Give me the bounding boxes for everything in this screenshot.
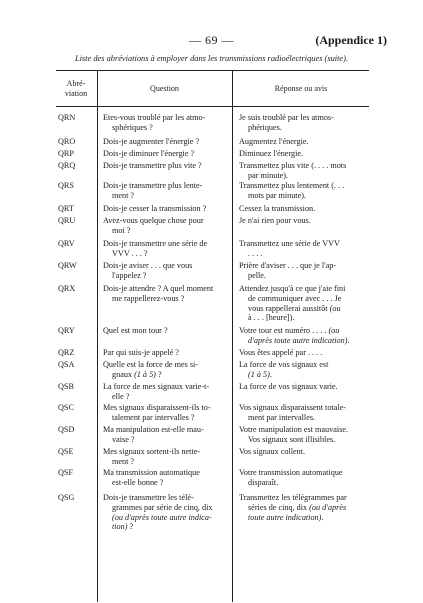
reply-text-line: Transmettez plus lentement (. . . — [239, 181, 345, 190]
reply-cell — [239, 161, 367, 181]
abbreviation-code: QSD — [58, 425, 75, 434]
question-cell — [103, 326, 229, 336]
question-text-line: grammes par série de cinq, dix — [112, 502, 213, 512]
question-cell — [103, 447, 229, 467]
reply-text-line: Transmettez plus vite (. . . . mots — [239, 161, 347, 170]
reply-cell — [239, 149, 367, 159]
reply-cell — [239, 447, 367, 457]
header-reply: Réponse ou avis — [274, 83, 328, 93]
table-caption: Liste des abréviations à employer dans les transmissions radioélectriques (suite). — [74, 54, 349, 63]
appendix-label: (Appendice 1) — [315, 33, 387, 47]
abbreviation-code: QSA — [58, 360, 75, 369]
abbreviation-code: QRZ — [58, 348, 75, 357]
abbreviation-code: QRY — [58, 326, 75, 335]
header-abbreviation — [56, 71, 96, 106]
question-text-line: tion) ? — [112, 522, 134, 532]
question-text-line: Etes-vous troublé par les atmo- — [103, 113, 206, 122]
question-cell — [103, 149, 229, 159]
reply-text-line: (1 à 5). — [248, 369, 272, 379]
reply-cell — [239, 382, 367, 392]
abbreviation-code: QRS — [58, 181, 74, 190]
question-text-line: Dois-je transmettre une série de — [103, 239, 208, 248]
abbreviation-code: QRP — [58, 149, 74, 158]
abbreviation-code: QSE — [58, 447, 74, 456]
reply-text-line: Diminuez l'énergie. — [239, 149, 304, 158]
abbreviation-code: QRV — [58, 239, 75, 248]
reply-cell — [239, 261, 367, 281]
reply-text-line: Augmentez l'énergie. — [239, 137, 309, 146]
question-text-line: elle ? — [112, 391, 130, 401]
abbreviation-code: QRU — [58, 216, 76, 225]
reply-text-line: Cessez la transmission. — [239, 204, 316, 213]
question-text-line: Ma transmission automatique — [103, 468, 200, 477]
abbreviation-code: QRT — [58, 204, 74, 213]
question-text-line: gnaux (1 à 5) ? — [112, 369, 162, 379]
reply-text-line: ment par intervalles. — [248, 412, 316, 422]
reply-text-line: pelle. — [248, 270, 266, 280]
reply-cell — [239, 425, 367, 445]
question-text-line: Avez-vous quelque chose pour — [103, 216, 204, 225]
reply-cell — [239, 216, 367, 226]
question-text-line: Dois-je cesser la transmission ? — [103, 204, 207, 213]
question-cell — [103, 360, 229, 380]
reply-text-line: à . . . [heure]). — [248, 313, 295, 323]
question-text-line: Dois-je augmenter l'énergie ? — [103, 137, 200, 146]
question-text-line: Dois-je attendre ? A quel moment — [103, 284, 214, 293]
reply-text-line: vous rappellerai aussitôt (ou — [248, 303, 341, 313]
question-text-line: moi ? — [112, 225, 131, 235]
abbreviation-code: QSB — [58, 382, 74, 391]
abbreviations-table — [56, 70, 369, 603]
question-cell — [103, 113, 229, 133]
question-cell — [103, 284, 229, 304]
question-cell — [103, 468, 229, 488]
reply-text-line: d'après toute autre indication). — [248, 335, 350, 345]
question-cell — [103, 261, 229, 281]
question-cell — [103, 493, 229, 532]
question-text-line: Dois-je transmettre plus lente- — [103, 181, 203, 190]
question-text-line: vaise ? — [112, 434, 135, 444]
reply-text-line: Prière d'aviser . . . que je l'ap- — [239, 261, 337, 270]
reply-text-line: Vous êtes appelé par . . . . — [239, 348, 323, 357]
question-cell — [103, 161, 229, 171]
question-text-line: La force de mes signaux varie-t- — [103, 382, 210, 391]
abbreviation-code: QRO — [58, 137, 76, 146]
reply-cell — [239, 284, 367, 323]
reply-text-line: Votre manipulation est mauvaise. — [239, 425, 348, 434]
question-text-line: Mes signaux disparaissent-ils to- — [103, 403, 211, 412]
question-cell — [103, 239, 229, 259]
question-cell — [103, 382, 229, 402]
reply-text-line: . . . . — [248, 248, 263, 258]
question-text-line: Quel est mon tour ? — [103, 326, 168, 335]
question-cell — [103, 425, 229, 445]
question-text-line: Ma manipulation est-elle mau- — [103, 425, 204, 434]
reply-text-line: Je n'ai rien pour vous. — [239, 216, 311, 225]
question-text-line: ment ? — [112, 190, 135, 200]
page-number: — 69 — — [189, 33, 234, 47]
question-text-line: Par qui suis-je appelé ? — [103, 348, 179, 357]
abbreviation-code: QRW — [58, 261, 77, 270]
reply-cell — [239, 137, 367, 147]
reply-text-line: Vos signaux collent. — [239, 447, 306, 456]
abbreviation-code: QSG — [58, 493, 75, 502]
reply-text-line: Votre transmission automatique — [239, 468, 343, 477]
reply-text-line: par minute). — [248, 170, 289, 180]
reply-cell — [239, 348, 367, 358]
question-text-line: VVV . . . ? — [112, 248, 148, 258]
question-cell — [103, 348, 229, 358]
reply-cell — [239, 360, 367, 380]
reply-text-line: disparaît. — [248, 477, 279, 487]
question-cell — [103, 204, 229, 214]
abbreviation-code: QRX — [58, 284, 76, 293]
reply-cell — [239, 113, 367, 133]
reply-cell — [239, 326, 367, 346]
abbreviation-code: QSC — [58, 403, 74, 412]
abbreviation-code: QRQ — [58, 161, 76, 170]
question-text-line: est-elle bonne ? — [112, 477, 164, 487]
reply-text-line: séries de cinq, dix (ou d'après — [248, 502, 347, 512]
question-text-line: Dois-je transmettre plus vite ? — [103, 161, 202, 170]
table-header — [56, 71, 369, 107]
table-body — [56, 107, 369, 603]
reply-text-line: Vos signaux disparaissent totale- — [239, 403, 346, 412]
header-abbreviation-line2: viation — [64, 88, 88, 98]
question-cell — [103, 403, 229, 423]
reply-text-line: La force de vos signaux est — [239, 360, 329, 369]
question-text-line: ment ? — [112, 456, 135, 466]
reply-text-line: Votre tour est numéro . . . . (ou — [239, 326, 340, 335]
reply-cell — [239, 403, 367, 423]
reply-cell — [239, 493, 367, 522]
question-text-line: (ou d'après toute autre indica- — [112, 512, 212, 522]
reply-text-line: Transmettez les télégrammes par — [239, 493, 347, 502]
question-text-line: Dois-je transmettre les télé- — [103, 493, 194, 502]
question-text-line: Dois-je aviser . . . que vous — [103, 261, 193, 270]
reply-cell — [239, 468, 367, 488]
question-text-line: Mes signaux sortent-ils nette- — [103, 447, 201, 456]
question-text-line: me rappellerez-vous ? — [112, 293, 185, 303]
reply-cell — [239, 204, 367, 214]
reply-cell — [239, 239, 367, 259]
reply-text-line: La force de vos signaux varie. — [239, 382, 338, 391]
header-abbreviation-line1: Abré- — [66, 78, 86, 88]
abbreviation-code: QRN — [58, 113, 76, 122]
header-question: Question — [150, 83, 179, 93]
reply-text-line: phériques. — [248, 122, 282, 132]
question-text-line: talement par intervalles ? — [112, 412, 195, 422]
reply-text-line: mots par minute). — [248, 190, 306, 200]
reply-text-line: Je suis troublé par les atmos- — [239, 113, 334, 122]
question-text-line: sphériques ? — [112, 122, 153, 132]
question-cell — [103, 181, 229, 201]
abbreviation-code: QSF — [58, 468, 74, 477]
reply-text-line: Transmettez une série de VVV — [239, 239, 340, 248]
question-cell — [103, 216, 229, 236]
reply-cell — [239, 181, 367, 201]
question-text-line: l'appelez ? — [112, 270, 147, 280]
reply-text-line: Attendez jusqu'à ce que j'aie fini — [239, 284, 346, 293]
question-cell — [103, 137, 229, 147]
reply-text-line: Vos signaux sont illisibles. — [248, 434, 336, 444]
reply-text-line: de communiquer avec . . . Je — [248, 293, 342, 303]
question-text-line: Dois-je diminuer l'énergie ? — [103, 149, 195, 158]
reply-text-line: toute autre indication). — [248, 512, 324, 522]
question-text-line: Quelle est la force de mes si- — [103, 360, 199, 369]
